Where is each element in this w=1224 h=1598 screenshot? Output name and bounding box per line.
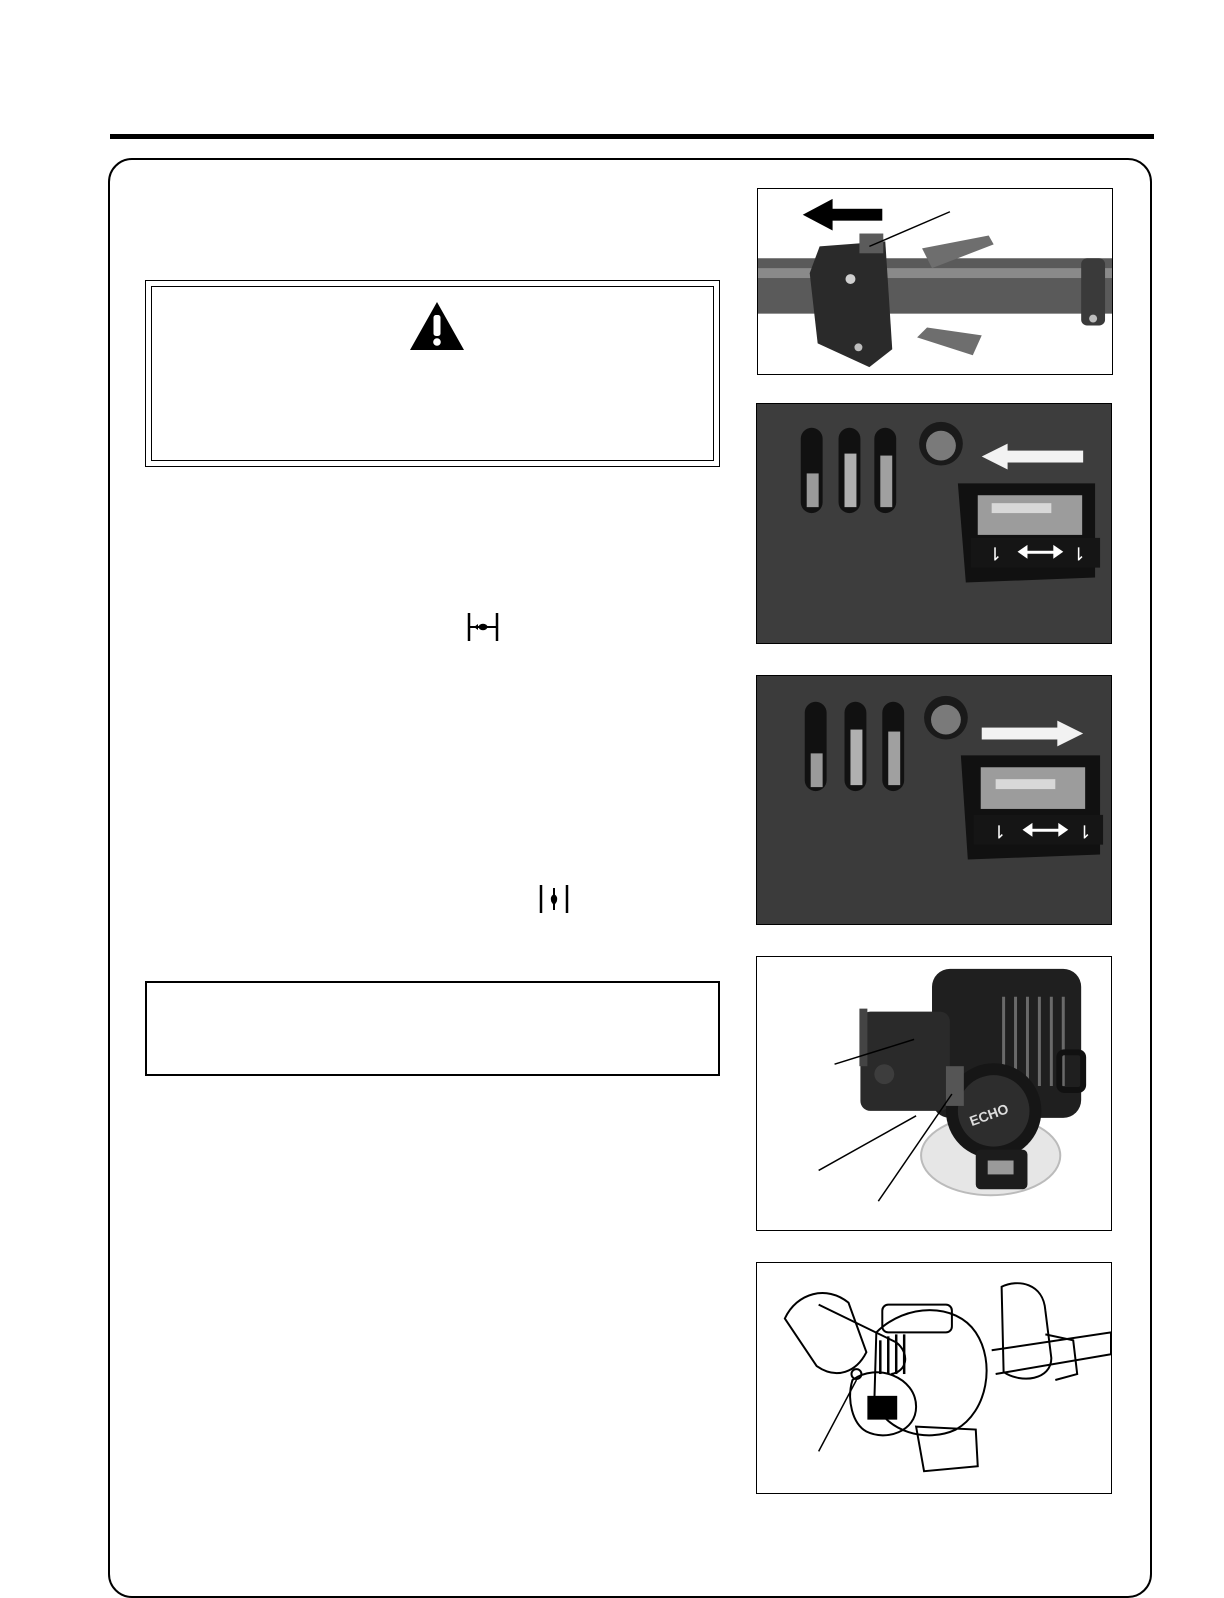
svg-text:⇂: ⇂ [991, 822, 1007, 844]
svg-text:⇂: ⇂ [1071, 544, 1087, 566]
warning-box-inner [151, 286, 714, 461]
svg-text:ECHO: ECHO [967, 1100, 1011, 1130]
note-box [145, 981, 720, 1076]
engine-assembly-photo [756, 956, 1112, 1231]
choke-lever-closed-photo [756, 403, 1112, 644]
run-position-icon [466, 612, 500, 642]
svg-text:⇂: ⇂ [1077, 822, 1093, 844]
choke-lever-open-photo [756, 675, 1112, 925]
header-rule [110, 134, 1154, 139]
choke-position-icon [538, 884, 570, 914]
warning-triangle-icon [408, 300, 466, 352]
starter-pull-illustration [756, 1262, 1112, 1494]
throttle-grip-photo [757, 188, 1113, 375]
svg-text:⇂: ⇂ [987, 544, 1003, 566]
warning-box [145, 280, 720, 467]
